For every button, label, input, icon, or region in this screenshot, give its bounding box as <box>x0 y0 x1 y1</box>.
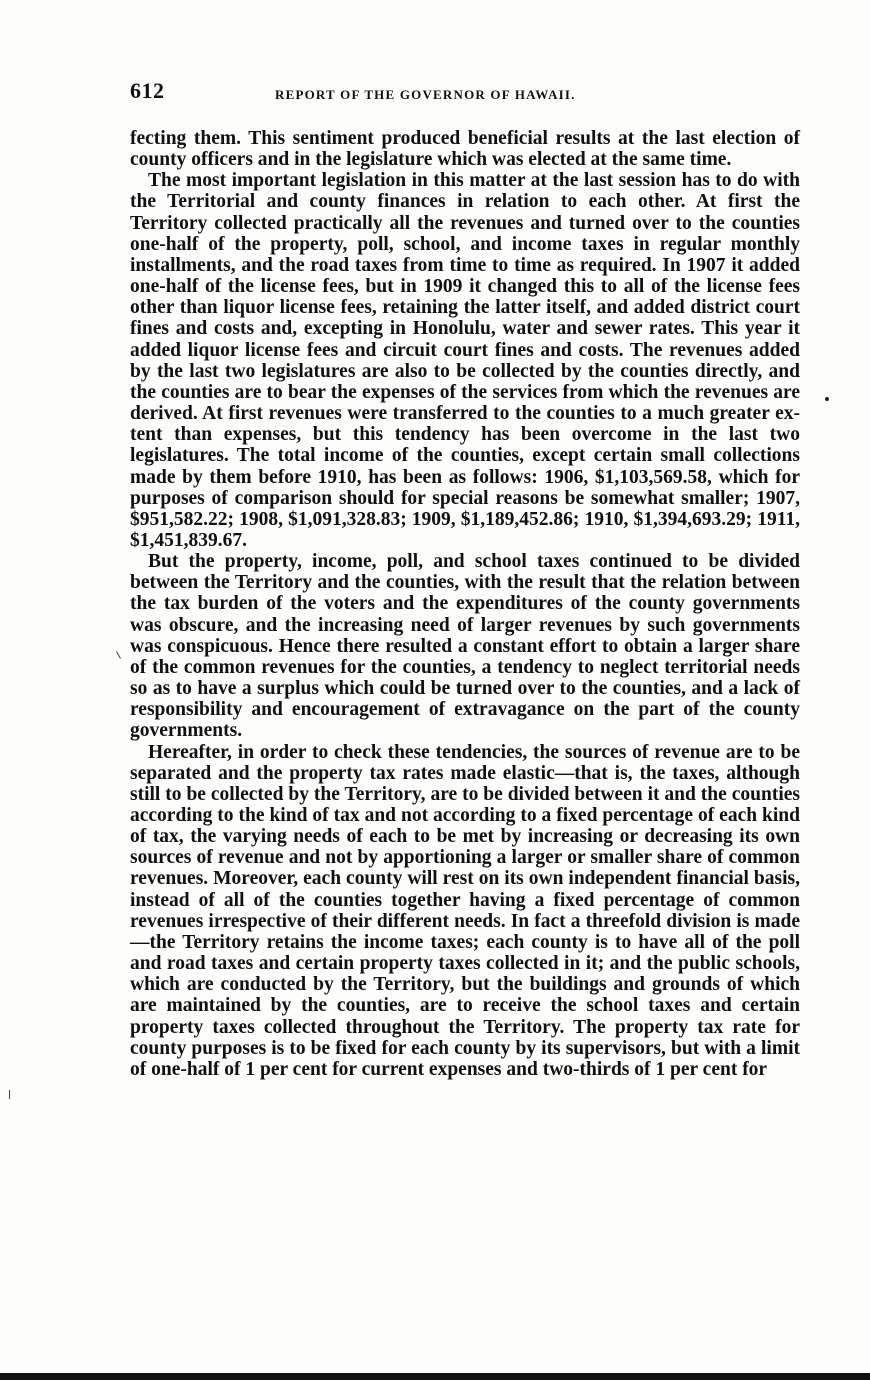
running-head: REPORT OF THE GOVERNOR OF HAWAII. <box>275 87 576 102</box>
scan-bottom-edge <box>0 1373 870 1380</box>
paragraph-continuation: fecting them. This sentiment produced beneficial results at the last election of county officers and in the legislature which was elected at the same time. <box>130 128 800 171</box>
page-number: 612 <box>130 78 165 103</box>
body-text <box>130 128 800 1080</box>
paragraph-revenue-separation: Hereafter, in order to check these tendencies, the sources of revenue are to be separated and the property tax rates made elastic—that is, the taxes, although still to be collected by the Territory, are to be divided between it and the counties according to the kind of tax and not according to a fixed percentage of each kind of tax, the varying needs of each to be met by increasing or decreasing its own sources of revenue and not by apportioning a larger or smaller share of common revenues. Moreover, each county will rest on its own independent financial basis, instead of all of the counties together having a fixed percentage of common revenues irrespective of their different needs. In fact a threefold division is made—the Territory retains the income taxes; each county is to have all of the poll and road taxes and certain property taxes collected in it; and the public schools, which are conducted by the Territory, but the buildings and grounds of which are maintained by the counties, are to receive the school taxes and certain property taxes collected throughout the Territory. The property tax rate for county purposes is to be fixed for each county by its supervisors, but with a limit of one-half of 1 per cent for current expenses and two-thirds of 1 per cent for <box>130 741 800 1080</box>
scan-mark <box>9 1090 10 1099</box>
scan-mark <box>116 651 121 658</box>
paragraph-tax-division: But the property, income, poll, and school taxes continued to be divided between the Territory and the counties, with the result that the relation between the tax burden of the voters and the expenditures of the county governments was obscure, and the increasing need of larger revenues by such governments was conspicuous. Hence there resulted a constant effort to obtain a larger share of the common revenues for the counties, a tendency to neglect territorial needs so as to have a surplus which could be turned over to the counties, and a lack of responsibility and encouragement of extravagance on the part of the county governments. <box>130 551 800 742</box>
scan-speck <box>825 397 829 401</box>
paragraph-legislation: The most important legislation in this matter at the last session has to do with the Territorial and county finances in relation to each other. At first the Territory collected practically all the revenues and turned over to the counties one-half of the property, poll, school, and income taxes in regular monthly installments, and the road taxes from time to time as required. In 1907 it added one-half of the license fees, but in 1909 it changed this to all of the license fees other than liquor license fees, retaining the latter itself, and added district court fines and costs and, excepting in Honolulu, water and sewer rates. This year it added liquor license fees and circuit court fines and costs. The revenues added by the last two legislatures are also to be collected by the counties directly, and the counties are to bear the expenses of the services from which the revenues are derived. At first revenues were transferred to the counties to a much greater extent than expenses, but this tendency has been overcome in the last two legislatures. The total income of the counties, except certain small collections made by them before 1910, has been as follows: 1906, $1,103,569.58, which for purposes of comparison should for special reasons be somewhat smaller; 1907, $951,582.22; 1908, $1,091,328.83; 1909, $1,189,452.86; 1910, $1,394,693.29; 1911, $1,451,839.67. <box>130 170 800 551</box>
page-header <box>130 78 800 108</box>
